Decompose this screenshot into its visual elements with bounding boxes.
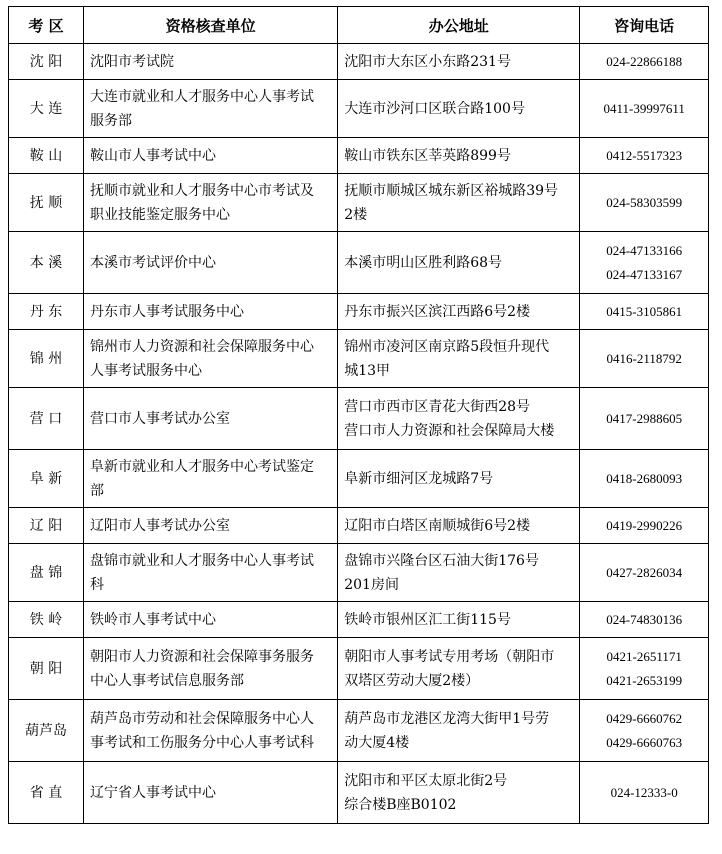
- cell-unit: [83, 602, 337, 638]
- cell-address-line: 沈阳市大东区小东路231号: [344, 53, 511, 70]
- cell-address-line: 朝阳市人事考试专用考场（朝阳市: [344, 648, 555, 665]
- cell-phone-line: 024-47133166: [606, 242, 683, 258]
- table-row: [9, 602, 709, 638]
- cell-address: [338, 294, 580, 330]
- cell-area: 铁 岭: [9, 602, 84, 638]
- cell-phone: [580, 508, 709, 544]
- cell-address-line: 201房间: [344, 576, 399, 593]
- header-phone: 咨询电话: [580, 7, 709, 44]
- cell-unit-line: 锦州市人力资源和社会保障服务中心: [89, 338, 314, 355]
- cell-phone: [580, 44, 709, 80]
- cell-unit-line: 铁岭市人事考试中心: [89, 611, 216, 628]
- table-row: [9, 762, 709, 824]
- cell-phone-line: 0421-2651171: [606, 648, 682, 664]
- cell-phone-line: 0415-3105861: [606, 303, 683, 319]
- cell-unit: [83, 544, 337, 602]
- cell-phone: [580, 174, 709, 232]
- cell-unit-line: 科: [89, 576, 104, 593]
- cell-unit-line: 中心人事考试信息服务部: [89, 672, 244, 689]
- cell-phone-line: 0417-2988605: [606, 410, 683, 426]
- cell-phone-line: 0411-39997611: [603, 100, 685, 116]
- cell-address-line: 大连市沙河口区联合路100号: [344, 100, 525, 117]
- cell-address-line: 城13甲: [344, 362, 391, 379]
- cell-address-line: 沈阳市和平区太原北街2号: [344, 772, 508, 789]
- cell-address-line: 营口市人力资源和社会保障局大楼: [344, 422, 555, 439]
- cell-address: [338, 138, 580, 174]
- exam-units-table: [8, 6, 709, 824]
- cell-area: 锦 州: [9, 330, 84, 388]
- cell-area: 盘 锦: [9, 544, 84, 602]
- cell-address-line: 双塔区劳动大厦2楼）: [344, 672, 480, 689]
- cell-area: 葫芦岛: [9, 700, 84, 762]
- cell-phone-line: 0429-6660763: [606, 734, 683, 750]
- cell-address-line: 2楼: [344, 206, 368, 223]
- cell-address: [338, 700, 580, 762]
- cell-address-line: 锦州市凌河区南京路5段恒升现代: [344, 338, 550, 355]
- header-address: 办公地址: [338, 7, 580, 44]
- cell-phone-line: 024-12333-0: [610, 784, 678, 800]
- cell-phone-line: 0429-6660762: [606, 710, 683, 726]
- cell-address-line: 营口市西市区青花大街西28号: [344, 398, 531, 415]
- cell-phone: [580, 138, 709, 174]
- cell-address: [338, 762, 580, 824]
- cell-unit-line: 服务部: [89, 112, 132, 129]
- cell-phone-line: 024-58303599: [606, 194, 683, 210]
- cell-unit: [83, 138, 337, 174]
- cell-phone-line: 024-22866188: [606, 53, 683, 69]
- cell-unit-line: 大连市就业和人才服务中心人事考试: [89, 88, 314, 105]
- cell-phone: [580, 638, 709, 700]
- table-row: [9, 450, 709, 508]
- cell-area: 省 直: [9, 762, 84, 824]
- cell-area: 鞍 山: [9, 138, 84, 174]
- cell-unit-line: 职业技能鉴定服务中心: [89, 206, 230, 223]
- cell-unit-line: 阜新市就业和人才服务中心考试鉴定: [89, 458, 314, 475]
- cell-address-line: 阜新市细河区龙城路7号: [344, 470, 494, 487]
- cell-area: 丹 东: [9, 294, 84, 330]
- cell-address: [338, 232, 580, 294]
- table-row: [9, 138, 709, 174]
- cell-address: [338, 508, 580, 544]
- cell-unit-line: 丹东市人事考试服务中心: [89, 303, 244, 320]
- cell-area: 营 口: [9, 388, 84, 450]
- cell-address-line: 本溪市明山区胜利路68号: [344, 254, 503, 271]
- cell-address-line: 盘锦市兴隆台区石油大街176号: [344, 552, 539, 569]
- cell-address-line: 辽阳市白塔区南顺城街6号2楼: [344, 517, 531, 534]
- cell-phone-line: 0416-2118792: [606, 350, 682, 366]
- cell-address-line: 铁岭市银州区汇工街115号: [344, 611, 511, 628]
- cell-address: [338, 544, 580, 602]
- cell-unit: [83, 508, 337, 544]
- cell-unit-line: 朝阳市人力资源和社会保障事务服务: [89, 648, 314, 665]
- cell-address-line: 葫芦岛市龙港区龙湾大街甲1号劳: [344, 710, 550, 727]
- cell-unit-line: 本溪市考试评价中心: [89, 254, 216, 271]
- cell-phone: [580, 544, 709, 602]
- cell-phone: [580, 80, 709, 138]
- cell-unit: [83, 700, 337, 762]
- cell-area: 沈 阳: [9, 44, 84, 80]
- table-row: [9, 232, 709, 294]
- cell-phone: [580, 602, 709, 638]
- cell-area: 本 溪: [9, 232, 84, 294]
- cell-unit-line: 鞍山市人事考试中心: [89, 147, 216, 164]
- cell-address: [338, 330, 580, 388]
- cell-area: 朝 阳: [9, 638, 84, 700]
- cell-phone-line: 024-47133167: [606, 266, 683, 282]
- cell-unit-line: 营口市人事考试办公室: [89, 410, 230, 427]
- cell-unit: [83, 44, 337, 80]
- cell-address: [338, 174, 580, 232]
- cell-address: [338, 80, 580, 138]
- cell-unit-line: 辽阳市人事考试办公室: [89, 517, 230, 534]
- cell-unit: [83, 450, 337, 508]
- cell-area: 大 连: [9, 80, 84, 138]
- table-row: [9, 508, 709, 544]
- cell-unit: [83, 294, 337, 330]
- cell-unit: [83, 232, 337, 294]
- cell-address-line: 丹东市振兴区滨江西路6号2楼: [344, 303, 531, 320]
- cell-unit: [83, 388, 337, 450]
- cell-phone: [580, 762, 709, 824]
- cell-phone-line: 0419-2990226: [606, 517, 683, 533]
- cell-phone: [580, 232, 709, 294]
- cell-phone-line: 0427-2826034: [606, 564, 683, 580]
- cell-unit-line: 葫芦岛市劳动和社会保障服务中心人: [89, 710, 314, 727]
- cell-area: 抚 顺: [9, 174, 84, 232]
- cell-unit-line: 人事考试服务中心: [89, 362, 202, 379]
- table-row: [9, 44, 709, 80]
- header-area: 考 区: [9, 7, 84, 44]
- cell-phone-line: 0412-5517323: [606, 147, 683, 163]
- table-row: [9, 700, 709, 762]
- cell-unit-line: 部: [89, 482, 104, 499]
- table-row: [9, 638, 709, 700]
- cell-address-line: 动大厦4楼: [344, 734, 410, 751]
- table-row: [9, 330, 709, 388]
- cell-unit: [83, 762, 337, 824]
- table-row: [9, 388, 709, 450]
- cell-phone-line: 0418-2680093: [606, 470, 683, 486]
- cell-address: [338, 44, 580, 80]
- cell-phone: [580, 294, 709, 330]
- cell-phone: [580, 388, 709, 450]
- header-unit: 资格核查单位: [83, 7, 337, 44]
- cell-address-line: 综合楼B座B0102: [344, 796, 457, 813]
- cell-unit: [83, 174, 337, 232]
- cell-address: [338, 388, 580, 450]
- cell-unit: [83, 80, 337, 138]
- cell-unit: [83, 330, 337, 388]
- table-row: [9, 294, 709, 330]
- cell-address: [338, 450, 580, 508]
- cell-unit-line: 事考试和工伤服务分中心人事考试科: [89, 734, 314, 751]
- cell-phone: [580, 330, 709, 388]
- cell-address-line: 抚顺市顺城区城东新区裕城路39号: [344, 182, 559, 199]
- cell-unit-line: 盘锦市就业和人才服务中心人事考试: [89, 552, 314, 569]
- cell-unit: [83, 638, 337, 700]
- cell-area: 阜 新: [9, 450, 84, 508]
- cell-address: [338, 602, 580, 638]
- cell-address-line: 鞍山市铁东区莘英路899号: [344, 147, 511, 164]
- cell-address: [338, 638, 580, 700]
- table-row: [9, 80, 709, 138]
- cell-area: 辽 阳: [9, 508, 84, 544]
- table-header-row: [9, 7, 709, 44]
- cell-phone: [580, 450, 709, 508]
- table-row: [9, 174, 709, 232]
- table-row: [9, 544, 709, 602]
- cell-phone: [580, 700, 709, 762]
- cell-phone-line: 0421-2653199: [606, 672, 683, 688]
- cell-unit-line: 沈阳市考试院: [89, 53, 174, 70]
- cell-unit-line: 抚顺市就业和人才服务中心市考试及: [89, 182, 314, 199]
- cell-unit-line: 辽宁省人事考试中心: [89, 784, 216, 801]
- cell-phone-line: 024-74830136: [606, 611, 683, 627]
